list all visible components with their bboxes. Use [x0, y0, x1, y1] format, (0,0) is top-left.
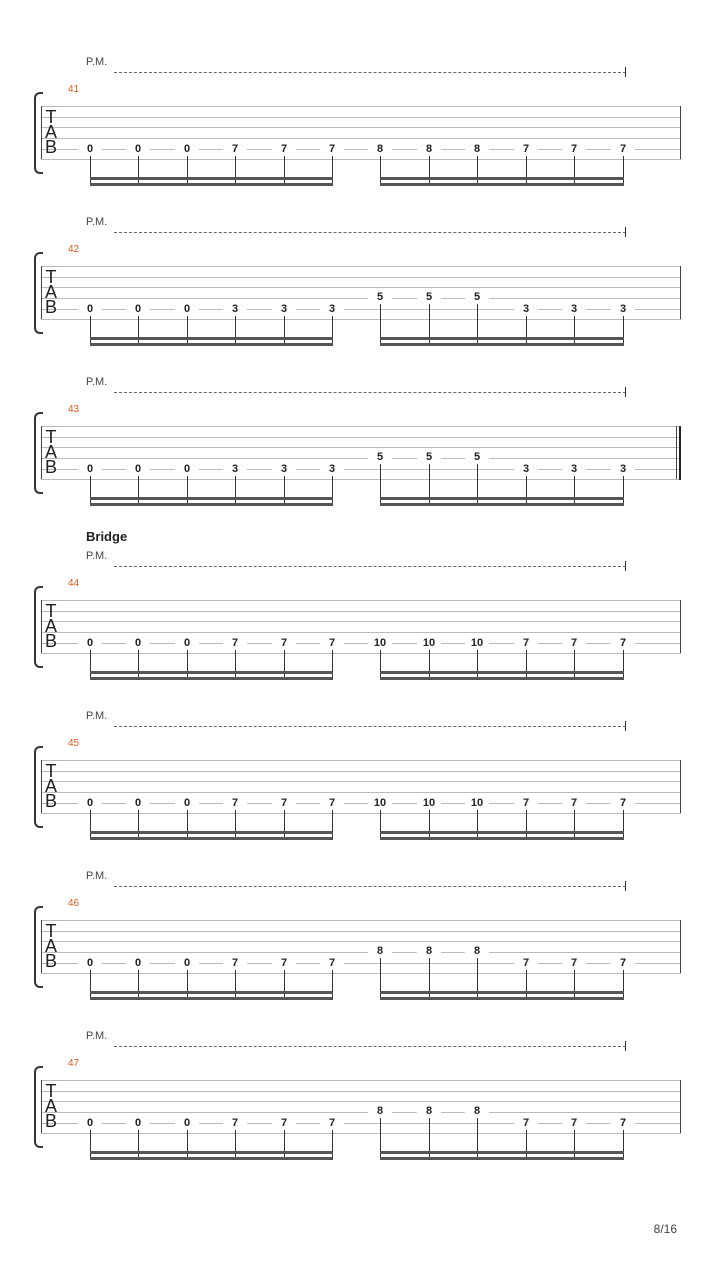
tab-clef-letter: A: [44, 776, 57, 796]
fret-number[interactable]: 10: [417, 637, 441, 649]
note-stem: [477, 810, 478, 840]
fret-number[interactable]: 7: [611, 1117, 635, 1129]
section-label: Bridge: [86, 529, 128, 544]
palm-mute-end: [625, 1041, 626, 1051]
staff-line: [41, 653, 681, 654]
note-stem: [138, 970, 139, 1000]
note-stem: [187, 316, 188, 346]
note-stem: [284, 650, 285, 680]
staff-line: [41, 792, 681, 793]
staff-line: [41, 127, 681, 128]
note-stem: [235, 810, 236, 840]
palm-mute-end: [625, 227, 626, 237]
end-barline: [676, 426, 677, 479]
fret-number[interactable]: 0: [78, 1117, 102, 1129]
note-stem: [623, 650, 624, 680]
start-barline: [41, 426, 42, 479]
tab-clef-letter: T: [45, 601, 57, 621]
note-stem: [526, 1130, 527, 1160]
fret-number[interactable]: 8: [417, 143, 441, 155]
fret-number[interactable]: 7: [272, 143, 296, 155]
fret-number[interactable]: 10: [417, 797, 441, 809]
staff-line: [41, 1091, 681, 1092]
final-barline: [679, 426, 681, 480]
note-stem: [284, 156, 285, 186]
fret-number[interactable]: 7: [611, 797, 635, 809]
tab-clef-letter: B: [44, 791, 57, 811]
note-beam: [380, 1157, 624, 1160]
palm-mute-line: [114, 1046, 626, 1047]
fret-number[interactable]: 0: [126, 1117, 150, 1129]
fret-number[interactable]: 3: [611, 463, 635, 475]
palm-mute-line: [114, 566, 626, 567]
end-barline: [680, 1080, 681, 1133]
fret-number[interactable]: 5: [465, 451, 489, 463]
fret-number[interactable]: 8: [417, 945, 441, 957]
staff-line: [41, 973, 681, 974]
staff-line: [41, 1080, 681, 1081]
fret-number[interactable]: 0: [126, 463, 150, 475]
note-stem: [526, 476, 527, 506]
measure-number: 45: [68, 738, 80, 749]
tab-clef-letter: B: [44, 1111, 57, 1131]
note-stem: [284, 810, 285, 840]
fret-number[interactable]: 8: [368, 945, 392, 957]
note-beam: [380, 677, 624, 680]
staff-line: [41, 1133, 681, 1134]
note-stem: [284, 316, 285, 346]
note-stem: [574, 156, 575, 186]
fret-number[interactable]: 10: [465, 797, 489, 809]
palm-mute-line: [114, 232, 626, 233]
note-beam: [380, 183, 624, 186]
note-stem: [90, 810, 91, 840]
start-barline: [41, 920, 42, 973]
staff-line: [41, 426, 681, 427]
palm-mute-line: [114, 726, 626, 727]
note-stem: [90, 156, 91, 186]
palm-mute-end: [625, 881, 626, 891]
staff-line: [41, 106, 681, 107]
note-beam: [380, 337, 624, 340]
fret-number[interactable]: 8: [465, 945, 489, 957]
end-barline: [680, 920, 681, 973]
note-stem: [477, 156, 478, 186]
note-stem: [332, 1130, 333, 1160]
fret-number[interactable]: 3: [320, 463, 344, 475]
fret-number[interactable]: 0: [175, 463, 199, 475]
fret-number[interactable]: 0: [78, 463, 102, 475]
staff-line: [41, 277, 681, 278]
fret-number[interactable]: 3: [272, 463, 296, 475]
fret-number[interactable]: 7: [223, 797, 247, 809]
note-stem: [477, 650, 478, 680]
note-stem: [380, 650, 381, 680]
note-beam: [90, 343, 333, 346]
note-stem: [526, 156, 527, 186]
note-beam: [90, 177, 333, 180]
note-stem: [187, 970, 188, 1000]
staff-line: [41, 458, 681, 459]
palm-mute-line: [114, 392, 626, 393]
fret-number[interactable]: 10: [368, 637, 392, 649]
tab-system: [0, 373, 720, 533]
tab-clef-letter: A: [44, 1096, 57, 1116]
measure-number: 43: [68, 404, 80, 415]
tab-system: [0, 53, 720, 213]
note-beam: [90, 997, 333, 1000]
end-barline: [680, 600, 681, 653]
staff-line: [41, 117, 681, 118]
staff-line: [41, 1101, 681, 1102]
note-stem: [623, 970, 624, 1000]
palm-mute-label: P.M.: [86, 56, 108, 68]
note-stem: [284, 476, 285, 506]
staff-line: [41, 159, 681, 160]
note-stem: [138, 476, 139, 506]
fret-number[interactable]: 7: [562, 957, 586, 969]
fret-number[interactable]: 10: [465, 637, 489, 649]
note-stem: [235, 476, 236, 506]
note-stem: [90, 1130, 91, 1160]
note-stem: [187, 156, 188, 186]
fret-number[interactable]: 0: [175, 637, 199, 649]
note-stem: [235, 156, 236, 186]
fret-number[interactable]: 7: [562, 143, 586, 155]
tab-clef-letter: A: [44, 442, 57, 462]
palm-mute-label: P.M.: [86, 870, 108, 882]
fret-number[interactable]: 7: [272, 797, 296, 809]
fret-number[interactable]: 0: [126, 957, 150, 969]
staff-line: [41, 813, 681, 814]
fret-number[interactable]: 7: [320, 143, 344, 155]
fret-number[interactable]: 7: [272, 1117, 296, 1129]
note-stem: [429, 156, 430, 186]
fret-number[interactable]: 3: [223, 463, 247, 475]
fret-number[interactable]: 7: [320, 1117, 344, 1129]
fret-number[interactable]: 3: [514, 303, 538, 315]
staff-line: [41, 760, 681, 761]
staff-line: [41, 298, 681, 299]
fret-number[interactable]: 0: [78, 637, 102, 649]
palm-mute-line: [114, 886, 626, 887]
palm-mute-line: [114, 72, 626, 73]
fret-number[interactable]: 7: [223, 957, 247, 969]
tab-system: [0, 1027, 720, 1187]
tab-clef-letter: A: [44, 282, 57, 302]
start-barline: [41, 266, 42, 319]
note-stem: [332, 810, 333, 840]
palm-mute-label: P.M.: [86, 710, 108, 722]
measure-number: 47: [68, 1058, 80, 1069]
note-stem: [332, 650, 333, 680]
fret-number[interactable]: 7: [223, 637, 247, 649]
tab-clef-letter: A: [44, 936, 57, 956]
measure-number: 44: [68, 578, 80, 589]
staff-line: [41, 447, 681, 448]
note-stem: [90, 476, 91, 506]
note-stem: [380, 156, 381, 186]
note-stem: [187, 476, 188, 506]
note-stem: [90, 970, 91, 1000]
fret-number[interactable]: 3: [562, 303, 586, 315]
end-barline: [680, 266, 681, 319]
tab-clef-letter: B: [44, 951, 57, 971]
fret-number[interactable]: 3: [611, 303, 635, 315]
palm-mute-label: P.M.: [86, 216, 108, 228]
fret-number[interactable]: 7: [320, 957, 344, 969]
note-stem: [187, 650, 188, 680]
note-beam: [380, 343, 624, 346]
fret-number[interactable]: 7: [223, 1117, 247, 1129]
note-stem: [526, 316, 527, 346]
fret-number[interactable]: 0: [175, 143, 199, 155]
fret-number[interactable]: 0: [78, 797, 102, 809]
palm-mute-end: [625, 561, 626, 571]
staff-line: [41, 920, 681, 921]
staff-line: [41, 437, 681, 438]
note-stem: [187, 1130, 188, 1160]
tab-clef-letter: T: [45, 761, 57, 781]
fret-number[interactable]: 0: [126, 637, 150, 649]
note-stem: [574, 810, 575, 840]
note-beam: [380, 837, 624, 840]
fret-number[interactable]: 7: [562, 637, 586, 649]
note-stem: [138, 810, 139, 840]
fret-number[interactable]: 7: [562, 797, 586, 809]
fret-number[interactable]: 7: [611, 637, 635, 649]
tab-system: [0, 529, 720, 701]
palm-mute-label: P.M.: [86, 550, 108, 562]
fret-number[interactable]: 7: [514, 1117, 538, 1129]
note-stem: [429, 810, 430, 840]
fret-number[interactable]: 7: [272, 637, 296, 649]
page-number: 8/16: [653, 1222, 677, 1236]
note-beam: [90, 1157, 333, 1160]
palm-mute-label: P.M.: [86, 1030, 108, 1042]
fret-number[interactable]: 8: [368, 1105, 392, 1117]
note-beam: [90, 337, 333, 340]
note-stem: [429, 650, 430, 680]
fret-number[interactable]: 3: [223, 303, 247, 315]
note-stem: [90, 316, 91, 346]
fret-number[interactable]: 0: [175, 797, 199, 809]
fret-number[interactable]: 0: [175, 1117, 199, 1129]
tab-clef-letter: B: [44, 137, 57, 157]
measure-number: 41: [68, 84, 80, 95]
note-beam: [90, 497, 333, 500]
note-stem: [332, 156, 333, 186]
note-stem: [526, 970, 527, 1000]
note-stem: [90, 650, 91, 680]
staff-line: [41, 266, 681, 267]
tab-system: [0, 707, 720, 867]
note-stem: [623, 316, 624, 346]
tab-clef-letter: B: [44, 631, 57, 651]
fret-number[interactable]: 5: [417, 451, 441, 463]
staff-line: [41, 632, 681, 633]
fret-number[interactable]: 8: [368, 143, 392, 155]
note-stem: [284, 970, 285, 1000]
tab-clef-letter: T: [45, 107, 57, 127]
note-stem: [574, 476, 575, 506]
tab-system: [0, 213, 720, 373]
note-beam: [90, 1151, 333, 1154]
note-beam: [380, 671, 624, 674]
staff-line: [41, 600, 681, 601]
tab-clef-letter: T: [45, 427, 57, 447]
tab-clef-letter: A: [44, 616, 57, 636]
fret-number[interactable]: 0: [126, 797, 150, 809]
tab-clef-letter: T: [45, 267, 57, 287]
note-beam: [90, 503, 333, 506]
fret-number[interactable]: 7: [514, 143, 538, 155]
note-stem: [332, 476, 333, 506]
tab-clef-letter: B: [44, 297, 57, 317]
note-stem: [623, 156, 624, 186]
note-beam: [90, 831, 333, 834]
note-stem: [235, 1130, 236, 1160]
end-barline: [680, 760, 681, 813]
note-stem: [284, 1130, 285, 1160]
fret-number[interactable]: 8: [417, 1105, 441, 1117]
end-barline: [680, 106, 681, 159]
staff-line: [41, 781, 681, 782]
palm-mute-end: [625, 67, 626, 77]
fret-number[interactable]: 3: [514, 463, 538, 475]
fret-number[interactable]: 0: [78, 303, 102, 315]
staff-line: [41, 138, 681, 139]
tab-clef-letter: A: [44, 122, 57, 142]
note-stem: [332, 970, 333, 1000]
palm-mute-end: [625, 721, 626, 731]
tab-system: [0, 867, 720, 1027]
fret-number[interactable]: 0: [126, 143, 150, 155]
fret-number[interactable]: 5: [368, 451, 392, 463]
fret-number[interactable]: 7: [514, 797, 538, 809]
note-stem: [526, 650, 527, 680]
staff-line: [41, 952, 681, 953]
note-stem: [138, 1130, 139, 1160]
note-beam: [90, 671, 333, 674]
note-stem: [138, 156, 139, 186]
fret-number[interactable]: 7: [514, 957, 538, 969]
note-beam: [380, 991, 624, 994]
note-stem: [574, 970, 575, 1000]
fret-number[interactable]: 0: [175, 957, 199, 969]
fret-number[interactable]: 10: [368, 797, 392, 809]
staff-line: [41, 611, 681, 612]
note-beam: [380, 497, 624, 500]
start-barline: [41, 1080, 42, 1133]
note-beam: [90, 837, 333, 840]
start-barline: [41, 600, 42, 653]
staff-line: [41, 621, 681, 622]
staff-line: [41, 941, 681, 942]
fret-number[interactable]: 7: [320, 637, 344, 649]
note-stem: [574, 650, 575, 680]
staff-line: [41, 1112, 681, 1113]
staff-line: [41, 479, 681, 480]
fret-number[interactable]: 7: [562, 1117, 586, 1129]
note-beam: [90, 991, 333, 994]
note-stem: [235, 970, 236, 1000]
fret-number[interactable]: 7: [272, 957, 296, 969]
note-stem: [235, 316, 236, 346]
note-stem: [623, 476, 624, 506]
fret-number[interactable]: 8: [465, 1105, 489, 1117]
note-stem: [574, 316, 575, 346]
fret-number[interactable]: 7: [611, 143, 635, 155]
fret-number[interactable]: 7: [223, 143, 247, 155]
staff-line: [41, 319, 681, 320]
staff-line: [41, 931, 681, 932]
note-stem: [526, 810, 527, 840]
staff-line: [41, 287, 681, 288]
fret-number[interactable]: 3: [562, 463, 586, 475]
measure-number: 46: [68, 898, 80, 909]
fret-number[interactable]: 7: [514, 637, 538, 649]
note-stem: [380, 810, 381, 840]
note-stem: [138, 650, 139, 680]
note-beam: [380, 503, 624, 506]
fret-number[interactable]: 7: [320, 797, 344, 809]
staff-line: [41, 771, 681, 772]
fret-number[interactable]: 5: [368, 291, 392, 303]
fret-number[interactable]: 5: [465, 291, 489, 303]
fret-number[interactable]: 7: [611, 957, 635, 969]
note-beam: [380, 831, 624, 834]
fret-number[interactable]: 0: [126, 303, 150, 315]
palm-mute-end: [625, 387, 626, 397]
tab-clef-letter: T: [45, 1081, 57, 1101]
note-stem: [138, 316, 139, 346]
fret-number[interactable]: 3: [272, 303, 296, 315]
note-beam: [380, 1151, 624, 1154]
note-stem: [623, 1130, 624, 1160]
note-stem: [187, 810, 188, 840]
start-barline: [41, 760, 42, 813]
start-barline: [41, 106, 42, 159]
fret-number[interactable]: 3: [320, 303, 344, 315]
tab-clef-letter: T: [45, 921, 57, 941]
note-beam: [380, 177, 624, 180]
note-stem: [235, 650, 236, 680]
note-beam: [90, 183, 333, 186]
tab-clef-letter: B: [44, 457, 57, 477]
measure-number: 42: [68, 244, 80, 255]
note-beam: [90, 677, 333, 680]
fret-number[interactable]: 0: [78, 957, 102, 969]
fret-number[interactable]: 5: [417, 291, 441, 303]
note-stem: [574, 1130, 575, 1160]
palm-mute-label: P.M.: [86, 376, 108, 388]
fret-number[interactable]: 8: [465, 143, 489, 155]
note-stem: [332, 316, 333, 346]
fret-number[interactable]: 0: [175, 303, 199, 315]
note-stem: [623, 810, 624, 840]
note-beam: [380, 997, 624, 1000]
fret-number[interactable]: 0: [78, 143, 102, 155]
